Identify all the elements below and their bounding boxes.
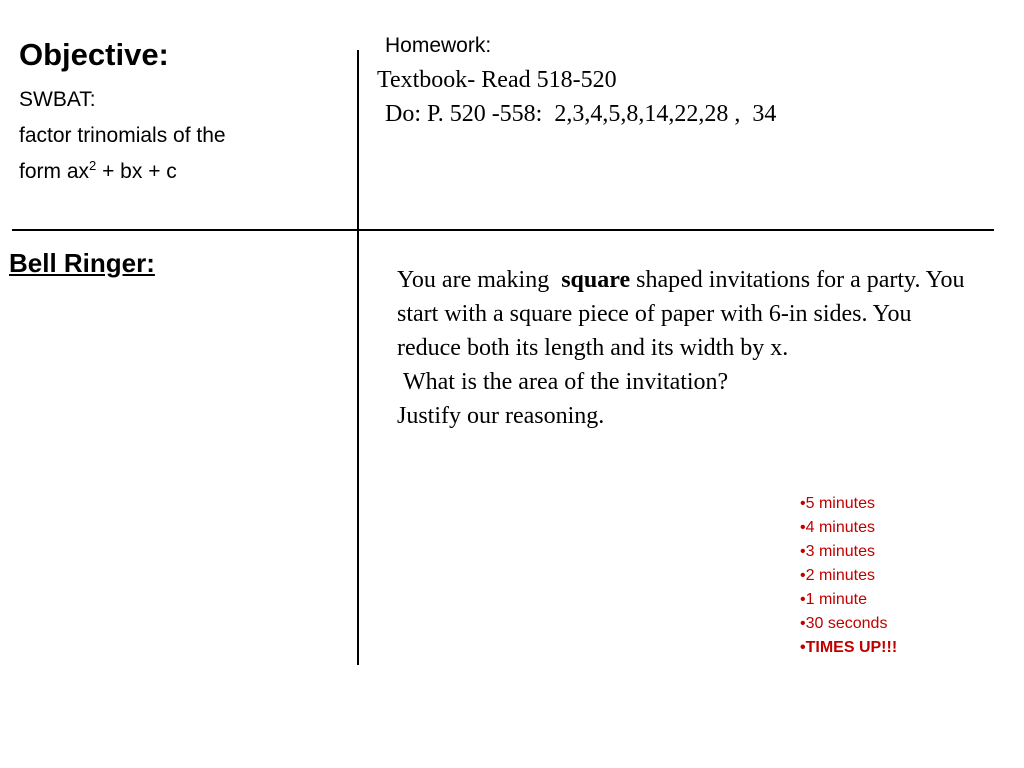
homework-reading: Textbook- Read 518-520: [377, 67, 617, 93]
bullet-icon: •: [800, 543, 806, 560]
timer-item: •30 seconds: [800, 615, 888, 632]
problem-bold-word: square: [561, 267, 631, 293]
objective-title: Objective:: [19, 37, 169, 72]
problem-text-start: You are making: [397, 267, 562, 293]
form-suffix: + bx + c: [96, 160, 177, 183]
horizontal-divider: [12, 229, 994, 231]
bullet-icon: •: [800, 639, 806, 656]
timer-item: •3 minutes: [800, 543, 875, 560]
form-prefix: form ax: [19, 160, 90, 183]
bullet-icon: •: [800, 495, 806, 512]
problem-statement: [397, 263, 972, 365]
homework-label: Homework:: [385, 34, 492, 57]
homework-problems: Do: P. 520 -558: 2,3,4,5,8,14,22,28 , 34: [385, 101, 777, 127]
objective-line-2: [19, 154, 349, 190]
timer-list: [800, 492, 897, 660]
timer-item: •5 minutes: [800, 495, 875, 512]
timer-item: •1 minute: [800, 591, 867, 608]
problem-justify: Justify our reasoning.: [397, 403, 605, 429]
bell-ringer-problem: [397, 263, 972, 433]
bullet-icon: •: [800, 591, 806, 608]
problem-text-rest: shaped invitations for a party. You start with a square piece of paper with 6-in sides. You reduce both its length and its width by x.: [397, 267, 965, 361]
timer-item: •4 minutes: [800, 519, 875, 536]
bell-ringer-title: Bell Ringer:: [9, 248, 155, 278]
timer-item: •2 minutes: [800, 567, 875, 584]
objective-body: [19, 82, 349, 190]
objective-line-1: factor trinomials of the: [19, 124, 226, 147]
bullet-icon: •: [800, 519, 806, 536]
vertical-divider: [357, 50, 359, 665]
swbat-label: SWBAT:: [19, 88, 96, 111]
timer-item-times-up: •TIMES UP!!!: [800, 639, 898, 656]
bullet-icon: •: [800, 615, 806, 632]
form-exponent: 2: [89, 158, 97, 173]
bullet-icon: •: [800, 567, 806, 584]
problem-question: What is the area of the invitation?: [397, 369, 729, 395]
